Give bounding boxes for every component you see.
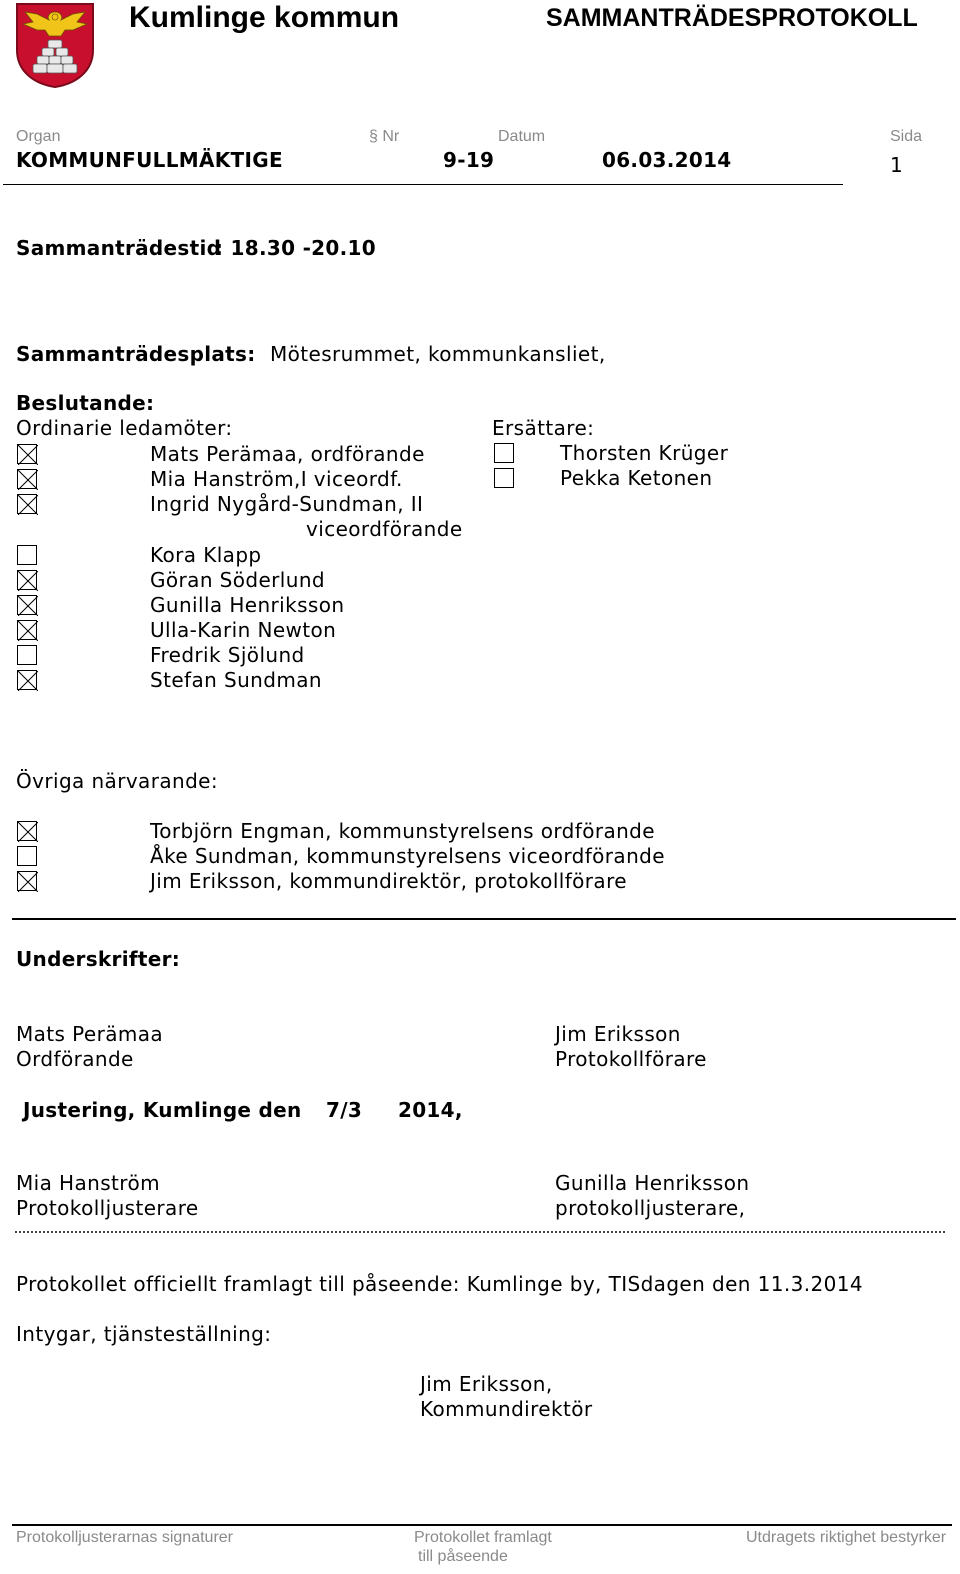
page-label: Sida [890, 128, 923, 145]
organ-label: Organ [16, 128, 61, 145]
attendee-name: Jim Eriksson, kommundirektör, protokollförare [150, 869, 627, 893]
certifier-role: Kommundirektör [420, 1397, 593, 1421]
secretary-name: Jim Eriksson [555, 1022, 681, 1046]
page-value: 1 [890, 153, 904, 177]
municipal-crest-logo [15, 2, 95, 88]
chair-name: Mats Perämaa [16, 1022, 164, 1046]
footer-published-label: Protokollet framlagt [414, 1529, 552, 1546]
ordinary-members-heading: Ordinarie ledamöter: [16, 416, 233, 440]
certify-label: Intygar, tjänsteställning: [16, 1322, 272, 1346]
member-name: Ulla-Karin Newton [150, 618, 337, 642]
member-name: Stefan Sundman [150, 668, 322, 692]
member-name: Fredrik Sjölund [150, 643, 305, 667]
date-label: Datum [498, 128, 546, 145]
adjuster1-role: Protokolljusterare [16, 1196, 199, 1220]
attendance-checkbox[interactable] [17, 620, 37, 640]
attendance-checkbox[interactable] [17, 595, 37, 615]
attendance-checkbox[interactable] [17, 494, 37, 514]
section-divider [12, 918, 956, 920]
member-name: Mia Hanström,I viceordf. [150, 467, 403, 491]
attendance-checkbox[interactable] [17, 645, 37, 665]
adjuster2-name: Gunilla Henriksson [555, 1171, 750, 1195]
meeting-time-label: Sammanträdestid [16, 236, 222, 260]
member-name: Ingrid Nygård-Sundman, II [150, 492, 424, 516]
member-name: Kora Klapp [150, 543, 262, 567]
substitute-name: Thorsten Krüger [560, 441, 729, 465]
adjustment-date: 7/3 [326, 1098, 363, 1122]
attendee-name: Åke Sundman, kommunstyrelsens viceordförande [150, 844, 665, 868]
adjuster2-role: protokolljusterare, [555, 1196, 746, 1220]
footer-certify-label: Utdragets riktighet bestyrker [746, 1529, 947, 1546]
dotted-divider [15, 1231, 945, 1233]
header-divider [3, 184, 843, 185]
member-name-continuation: viceordförande [306, 517, 463, 541]
adjustment-year: 2014, [398, 1098, 463, 1122]
member-name: Gunilla Henriksson [150, 593, 345, 617]
document-type: SAMMANTRÄDESPROTOKOLL [546, 4, 918, 32]
chair-role: Ordförande [16, 1047, 134, 1071]
municipality-name: Kumlinge kommun [129, 1, 400, 34]
meeting-time-value: : 18.30 -20.10 [215, 236, 376, 260]
signatures-heading: Underskrifter: [16, 947, 181, 971]
others-present-heading: Övriga närvarande: [16, 769, 219, 793]
secretary-role: Protokollförare [555, 1047, 707, 1071]
substitute-name: Pekka Ketonen [560, 466, 713, 490]
adjustment-text: Justering, Kumlinge den [23, 1098, 302, 1122]
footer-signatures-label: Protokolljusterarnas signaturer [16, 1529, 233, 1546]
publication-text: Protokollet officiellt framlagt till påseende: Kumlinge by, TISdagen den 11.3.2014 [16, 1272, 863, 1296]
section-number-value: 9-19 [443, 148, 495, 172]
member-name: Göran Söderlund [150, 568, 326, 592]
attendance-checkbox[interactable] [17, 444, 37, 464]
date-value: 06.03.2014 [602, 148, 732, 172]
substitutes-heading: Ersättare: [492, 416, 595, 440]
attendee-name: Torbjörn Engman, kommunstyrelsens ordförande [150, 819, 655, 843]
footer-divider [12, 1524, 952, 1526]
attendance-checkbox[interactable] [494, 468, 514, 488]
attendance-checkbox[interactable] [17, 821, 37, 841]
attendance-checkbox[interactable] [17, 570, 37, 590]
attendance-checkbox[interactable] [17, 871, 37, 891]
attendance-checkbox[interactable] [17, 545, 37, 565]
attendance-checkbox[interactable] [17, 469, 37, 489]
section-number-label: § Nr [369, 128, 400, 145]
attendance-checkbox[interactable] [17, 670, 37, 690]
meeting-place-label: Sammanträdesplats: [16, 342, 256, 366]
member-name: Mats Perämaa, ordförande [150, 442, 425, 466]
certifier-name: Jim Eriksson, [420, 1372, 553, 1396]
organ-value: KOMMUNFULLMÄKTIGE [16, 148, 283, 172]
footer-published-label-cont: till påseende [418, 1548, 508, 1565]
attendance-checkbox[interactable] [17, 846, 37, 866]
attendance-checkbox[interactable] [494, 443, 514, 463]
adjuster1-name: Mia Hanström [16, 1171, 160, 1195]
decision-makers-heading: Beslutande: [16, 391, 155, 415]
meeting-place-value: Mötesrummet, kommunkansliet, [270, 342, 606, 366]
